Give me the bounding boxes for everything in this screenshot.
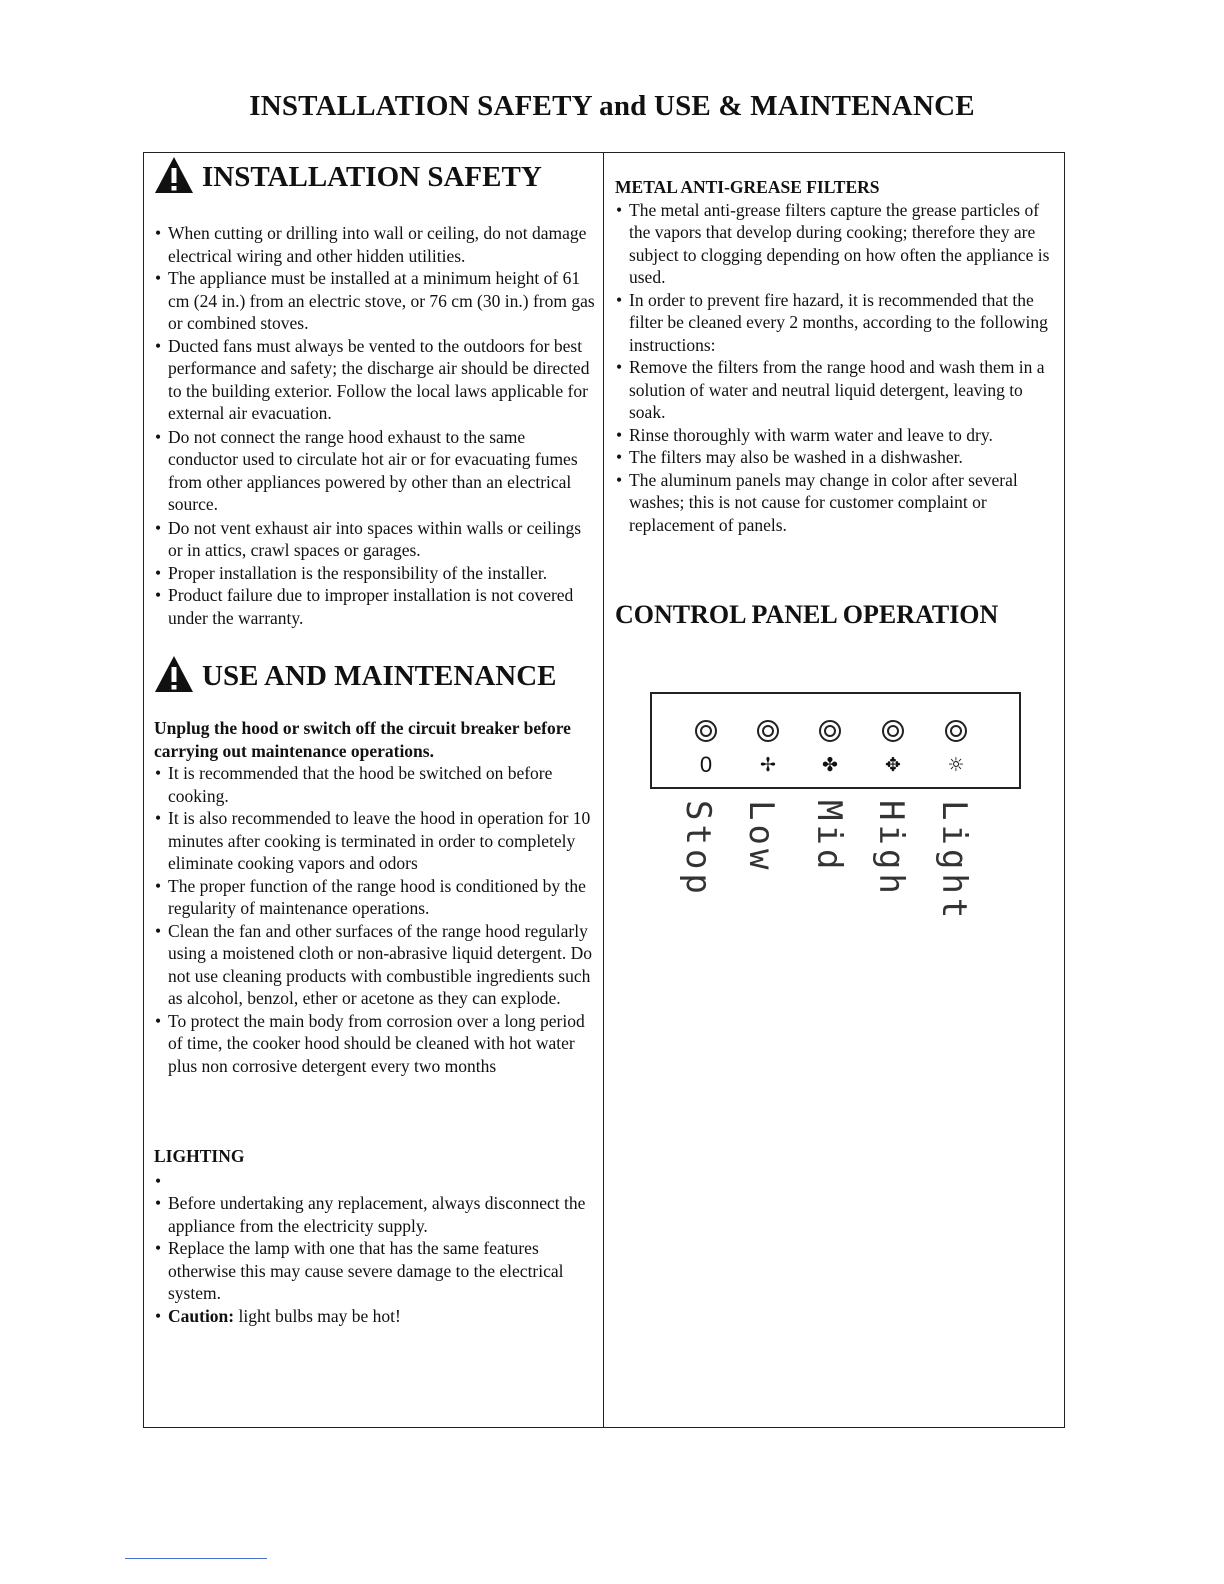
use-maintenance-list: [154, 762, 599, 1077]
list-item: • To protect the main body from corrosion over a long period of time, the cooker hood should be cleaned with hot water plus non corrosive detergent every two months: [154, 1010, 599, 1078]
caution-label: Caution:: [168, 1305, 235, 1326]
list-item: • It is recommended that the hood be switched on before cooking.: [154, 762, 599, 807]
list-item: • The proper function of the range hood is conditioned by the regularity of maintenance operations.: [154, 875, 599, 920]
right-column: [615, 176, 1055, 630]
installation-safety-title: INSTALLATION SAFETY: [202, 161, 542, 193]
installation-safety-heading: [154, 156, 599, 194]
power-off-icon: 0: [699, 752, 713, 777]
fan-mid-icon: ✤: [822, 754, 838, 776]
light-label: Light: [934, 800, 974, 923]
caution-text: light bulbs may be hot!: [234, 1305, 401, 1326]
fan-high-icon: ✥: [885, 754, 901, 776]
list-item: • When cutting or drilling into wall or ceiling, do not damage electrical wiring and other hidden utilities.: [154, 222, 599, 267]
light-bulb-icon: ☼: [947, 754, 965, 776]
mid-button: [819, 720, 841, 742]
list-item: • The metal anti-grease filters capture the grease particles of the vapors that develop during cooking; therefore they are subject to clogging depending on how often the appliance is used.: [615, 199, 1055, 289]
use-maintenance-heading: [154, 655, 599, 693]
light-button: [945, 720, 967, 742]
column-divider: [603, 152, 604, 1428]
list-item: • Clean the fan and other surfaces of the range hood regularly using a moistened cloth or non-abrasive liquid detergent. Do not use cleaning products with combustible ingredients such as alcohol, benzol, ether or acetone as they can explode.: [154, 920, 599, 1010]
list-item: • The filters may also be washed in a dishwasher.: [615, 446, 1055, 469]
stop-label: Stop: [678, 800, 718, 898]
low-button: [757, 720, 779, 742]
lighting-heading: LIGHTING: [154, 1146, 245, 1166]
control-panel-heading: CONTROL PANEL OPERATION: [615, 600, 999, 629]
list-item: [154, 1305, 599, 1328]
fan-low-icon: ✢: [760, 754, 776, 776]
lighting-list: [154, 1170, 599, 1328]
list-item: • In order to prevent fire hazard, it is recommended that the filter be cleaned every 2 months, according to the following instructions:: [615, 289, 1055, 357]
list-item: • The appliance must be installed at a minimum height of 61 cm (24 in.) from an electric stove, or 76 cm (30 in.) from gas or combined stoves.: [154, 267, 599, 335]
list-item: • Remove the filters from the range hood and wash them in a solution of water and neutral liquid detergent, leaving to soak.: [615, 356, 1055, 424]
use-maintenance-title: USE AND MAINTENANCE: [202, 660, 557, 692]
list-item: • Ducted fans must always be vented to the outdoors for best performance and safety; the discharge air should be directed to the building exterior. Follow the local laws applicable for external air evacuation.: [154, 335, 599, 425]
left-column: [154, 156, 599, 1327]
list-item: • It is also recommended to leave the hood in operation for 10 minutes after cooking is terminated in order to completely eliminate cooking vapors and odors: [154, 807, 599, 875]
mid-label: Mid: [809, 800, 849, 874]
low-label: Low: [741, 800, 781, 874]
filters-heading: METAL ANTI-GREASE FILTERS: [615, 177, 880, 197]
installation-safety-list: [154, 222, 599, 629]
use-maintenance-lead: Unplug the hood or switch off the circuit breaker before carrying out maintenance operations.: [154, 718, 571, 761]
page-title: INSTALLATION SAFETY and USE & MAINTENANCE: [249, 90, 975, 122]
list-item: • The aluminum panels may change in color after several washes; this is not cause for customer complaint or replacement of panels.: [615, 469, 1055, 537]
list-item: • Do not vent exhaust air into spaces within walls or ceilings or in attics, crawl spaces or garages.: [154, 517, 599, 562]
list-item: • Replace the lamp with one that has the same features otherwise this may cause severe damage to the electrical system.: [154, 1237, 599, 1305]
list-item: [154, 1170, 599, 1193]
footnote-separator: [125, 1558, 267, 1559]
list-item: • Do not connect the range hood exhaust to the same conductor used to circulate hot air or for evacuating fumes from other appliances powered by other than an electrical source.: [154, 426, 599, 516]
filters-list: [615, 199, 1055, 537]
warning-icon: [154, 655, 194, 693]
list-item: • Product failure due to improper installation is not covered under the warranty.: [154, 584, 599, 629]
list-item: • Proper installation is the responsibility of the installer.: [154, 562, 599, 585]
high-button: [882, 720, 904, 742]
warning-icon: [154, 156, 194, 194]
stop-button: [695, 720, 717, 742]
list-item: • Before undertaking any replacement, always disconnect the appliance from the electricity supply.: [154, 1192, 599, 1237]
high-label: High: [871, 800, 911, 898]
list-item: • Rinse thoroughly with warm water and leave to dry.: [615, 424, 1055, 447]
